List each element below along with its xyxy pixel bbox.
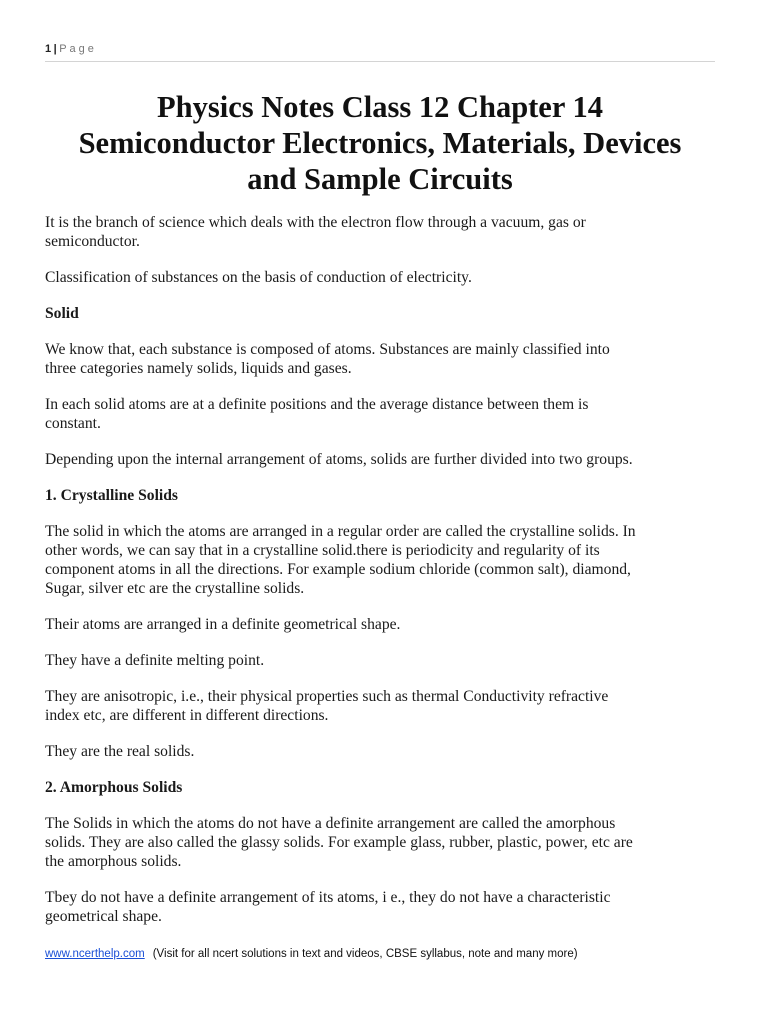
crystalline-paragraph <box>45 522 717 598</box>
title-line: Semiconductor Electronics, Materials, Devices <box>78 126 682 160</box>
text-line: index etc, are different in different directions. <box>45 707 329 724</box>
amorphous-heading <box>45 778 717 797</box>
crystalline-heading <box>45 486 717 505</box>
title-line: Physics Notes Class 12 Chapter 14 <box>157 90 603 124</box>
text-line: geometrical shape. <box>45 908 162 925</box>
page-separator: | <box>53 43 58 55</box>
text-line: In each solid atoms are at a definite positions and the average distance between them is <box>45 396 589 413</box>
text-line: They are anisotropic, i.e., their physical properties such as thermal Conductivity refractive <box>45 688 609 705</box>
text-line: other words, we can say that in a crystalline solid.there is periodicity and regularity of its <box>45 542 600 559</box>
depending-paragraph <box>45 450 717 469</box>
geometric-paragraph <box>45 615 717 634</box>
melting-paragraph <box>45 651 717 670</box>
text-line: the amorphous solids. <box>45 853 182 870</box>
text-line: They have a definite melting point. <box>45 652 265 669</box>
heading-text: Solid <box>45 305 79 322</box>
classification-paragraph <box>45 268 717 287</box>
title-line: and Sample Circuits <box>247 162 513 196</box>
atoms-paragraph <box>45 340 717 378</box>
positions-paragraph <box>45 395 717 433</box>
text-line: semiconductor. <box>45 233 140 250</box>
text-line: Classification of substances on the basis of conduction of electricity. <box>45 269 472 286</box>
text-line: constant. <box>45 415 101 432</box>
heading-text: 2. Amorphous Solids <box>45 779 183 796</box>
page-footer <box>45 948 578 960</box>
solid-heading <box>45 304 717 323</box>
website-link[interactable]: www.ncerthelp.com <box>45 948 145 960</box>
text-line: Sugar, silver etc are the crystalline solids. <box>45 580 305 597</box>
page-word: Page <box>59 43 97 55</box>
text-line: They are the real solids. <box>45 743 195 760</box>
page-number: 1 <box>45 43 52 55</box>
document-body <box>45 213 717 943</box>
intro-paragraph <box>45 213 717 251</box>
real-solids-paragraph <box>45 742 717 761</box>
anisotropic-paragraph <box>45 687 717 725</box>
text-line: three categories namely solids, liquids and gases. <box>45 360 352 377</box>
footer-note: (Visit for all ncert solutions in text and videos, CBSE syllabus, note and many more) <box>152 948 578 960</box>
text-line: The solid in which the atoms are arranged in a regular order are called the crystalline solids. In <box>45 523 636 540</box>
text-line: component atoms in all the directions. For example sodium chloride (common salt), diamond, <box>45 561 631 578</box>
text-line: Their atoms are arranged in a definite geometrical shape. <box>45 616 401 633</box>
page-header <box>45 43 97 55</box>
document-title <box>40 89 720 197</box>
text-line: It is the branch of science which deals with the electron flow through a vacuum, gas or <box>45 214 586 231</box>
text-line: solids. They are also called the glassy solids. For example glass, rubber, plastic, power, etc are <box>45 834 633 851</box>
text-line: Tbey do not have a definite arrangement of its atoms, i e., they do not have a characteristic <box>45 889 611 906</box>
text-line: Depending upon the internal arrangement of atoms, solids are further divided into two groups. <box>45 451 633 468</box>
amorphous-paragraph <box>45 814 717 871</box>
tbey-paragraph <box>45 888 717 926</box>
header-divider <box>45 61 715 62</box>
text-line: We know that, each substance is composed of atoms. Substances are mainly classified into <box>45 341 610 358</box>
text-line: The Solids in which the atoms do not have a definite arrangement are called the amorphous <box>45 815 616 832</box>
heading-text: 1. Crystalline Solids <box>45 487 178 504</box>
